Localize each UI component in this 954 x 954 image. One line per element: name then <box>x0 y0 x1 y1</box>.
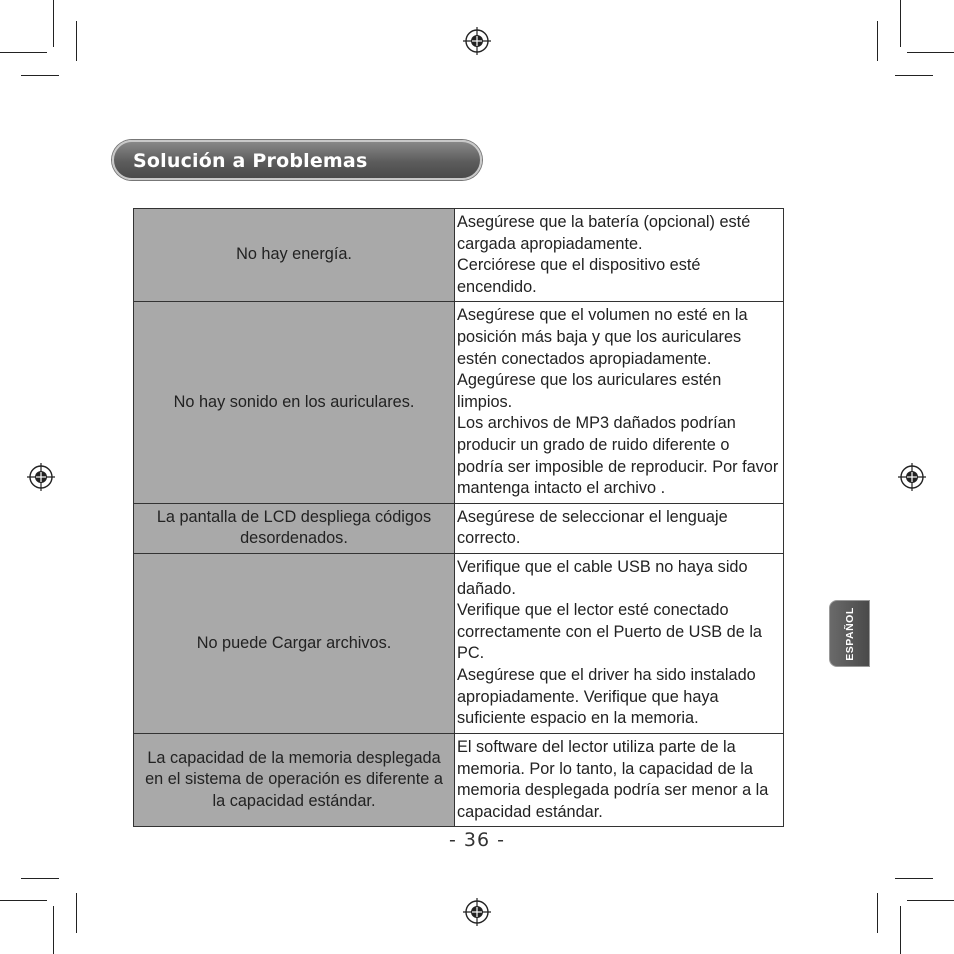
crop-mark <box>895 75 933 76</box>
table-row <box>134 503 784 553</box>
crop-mark <box>21 75 59 76</box>
solution-line: Asegúrese que el driver ha sido instalado apropiadamente. Verifique que haya suficiente espacio en la memoria. <box>457 666 756 728</box>
registration-mark-icon <box>26 462 56 492</box>
solution-line: Verifique que el lector esté conectado correctamente con el Puerto de USB de la PC. <box>457 601 762 663</box>
crop-mark <box>21 878 59 879</box>
registration-mark-icon <box>462 897 492 927</box>
table-row <box>134 733 784 826</box>
registration-mark-icon <box>897 462 927 492</box>
crop-mark <box>900 906 901 954</box>
solution-cell <box>455 553 784 733</box>
solution-line: Cerciórese que el dispositivo esté encendido. <box>457 256 701 296</box>
crop-mark <box>877 21 878 61</box>
solution-line: Los archivos de MP3 dañados podrían producir un grado de ruido diferente o podría ser imposible de reproducir. Por favor mantenga intacto el archivo . <box>457 414 779 498</box>
page-number: - 36 - <box>449 829 505 851</box>
problem-cell: La capacidad de la memoria desplegada en el sistema de operación es diferente a la capacidad estándar. <box>134 733 455 826</box>
section-title-banner <box>112 140 482 180</box>
solution-line: Agegúrese que los auriculares estén limpios. <box>457 371 722 411</box>
solution-cell <box>455 503 784 553</box>
solution-cell <box>455 302 784 503</box>
language-tab <box>829 600 870 667</box>
solution-line: Verifique que el cable USB no haya sido dañado. <box>457 558 748 598</box>
crop-mark <box>0 900 47 901</box>
solution-line: Asegúrese de seleccionar el lenguaje correcto. <box>457 507 728 548</box>
crop-mark <box>907 900 954 901</box>
crop-mark <box>0 52 47 53</box>
registration-mark-icon <box>462 26 492 56</box>
solution-cell <box>455 209 784 302</box>
crop-mark <box>895 878 933 879</box>
problem-cell: La pantalla de LCD despliega códigos desordenados. <box>134 503 455 553</box>
solution-line: El software del lector utiliza parte de la memoria. Por lo tanto, la capacidad de la memoria desplegada podría ser menor a la capacidad estándar. <box>457 737 769 821</box>
table-row <box>134 302 784 503</box>
crop-mark <box>53 906 54 954</box>
solution-cell <box>455 733 784 826</box>
crop-mark <box>900 0 901 47</box>
problem-cell: No puede Cargar archivos. <box>134 553 455 733</box>
troubleshooting-table <box>133 208 784 827</box>
crop-mark <box>907 52 954 53</box>
crop-mark <box>53 0 54 47</box>
problem-cell: No hay sonido en los auriculares. <box>134 302 455 503</box>
crop-mark <box>877 893 878 933</box>
language-tab-label: ESPAÑOL <box>843 606 856 661</box>
crop-mark <box>76 21 77 61</box>
table-row <box>134 553 784 733</box>
problem-cell: No hay energía. <box>134 209 455 302</box>
table-row <box>134 209 784 302</box>
solution-line: Asegúrese que el volumen no esté en la posición más baja y que los auriculares estén conectados apropiadamente. <box>457 306 748 368</box>
section-title: Solución a Problemas <box>133 150 368 172</box>
solution-line: Asegúrese que la batería (opcional) esté cargada apropiadamente. <box>457 213 751 253</box>
crop-mark <box>76 893 77 933</box>
